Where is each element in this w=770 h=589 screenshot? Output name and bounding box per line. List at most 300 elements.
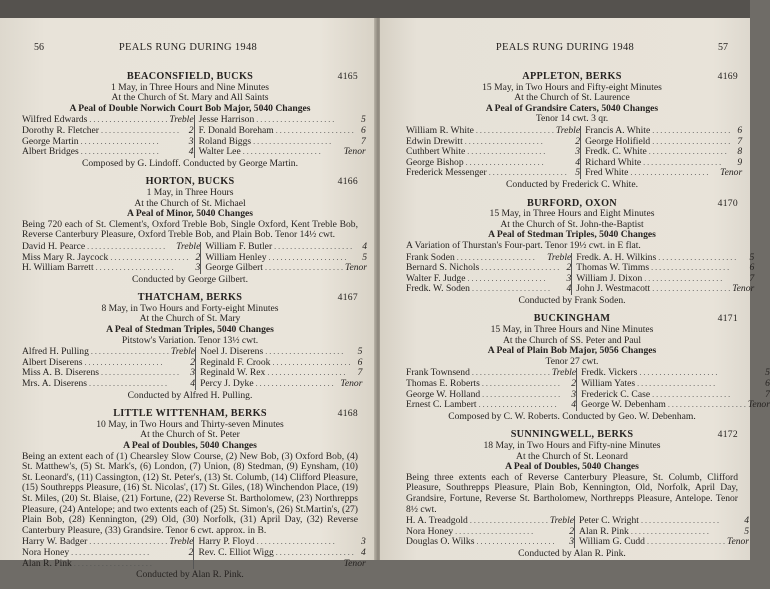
leader-dots: . . . . . . . . . . . . . . . . . . . . [630, 168, 709, 178]
leader-dots: . . . . . . . . . . . . . . . . . . . . [242, 147, 321, 157]
ringer-name: George Bishop [406, 156, 464, 168]
leader-dots: . . . . . . . . . . . . . . . . . . . . [101, 125, 180, 135]
leader-dots: . . . . . . . . . . . . . . . . . . . . [73, 558, 152, 568]
leader-dots: . . . . . . . . . . . . . . . . . . . . [464, 136, 543, 146]
ringer-row [199, 147, 366, 158]
leader-dots: . . . . . . . . . . . . . . . . . . . . [644, 273, 723, 283]
ringer-list [406, 515, 750, 548]
ringer-row [200, 379, 362, 390]
peal-number: 4170 [717, 197, 738, 209]
bell-number: 5 [360, 114, 366, 126]
leader-dots: . . . . . . . . . . . . . . . . . . . . [80, 136, 159, 146]
leader-dots: . . . . . . . . . . . . . . . . . . . . [471, 368, 550, 378]
ringer-name: Harry P. Floyd [198, 536, 255, 548]
leader-dots: . . . . . . . . . . . . . . . . . . . . [84, 357, 163, 367]
ringer-list [22, 346, 363, 390]
peal-entry [406, 429, 750, 559]
leader-dots: . . . . . . . . . . . . . . . . . . . . [465, 157, 544, 167]
ringer-name: Fredk. W. Soden [406, 283, 470, 295]
ringer-name: George W. Holland [406, 388, 481, 400]
ringer-row [22, 126, 194, 137]
ringer-row [22, 379, 195, 390]
leader-dots: . . . . . . . . . . . . . . . . . . . . [639, 368, 718, 378]
bell-number: 3 [190, 367, 196, 379]
leader-dots: . . . . . . . . . . . . . . . . . . . . [476, 537, 555, 547]
peal-number: 4169 [717, 71, 738, 82]
peal-info-line: 1 May, in Three Hours and Nine Minutes [110, 81, 269, 93]
ringer-row [581, 400, 770, 411]
ringer-name: William G. Cudd [579, 536, 645, 548]
ringer-row [406, 537, 574, 548]
peal-place: SUNNINGWELL, BERKS [510, 429, 634, 441]
ringer-name: William J. Dixon [576, 272, 643, 284]
bell-number: Treble [169, 536, 194, 548]
leader-dots: . . . . . . . . . . . . . . . . . . . . [80, 147, 159, 157]
peal-title [22, 72, 358, 83]
leader-dots: . . . . . . . . . . . . . . . . . . . . [467, 273, 546, 283]
ringer-name: Fred White [585, 167, 629, 179]
leader-dots: . . . . . . . . . . . . . . . . . . . . [264, 263, 343, 273]
ringer-name: David H. Pearce [22, 240, 86, 252]
peal-entry [22, 71, 366, 169]
leader-dots: . . . . . . . . . . . . . . . . . . . . [456, 252, 535, 262]
ringer-list [22, 536, 366, 569]
leader-dots: . . . . . . . . . . . . . . . . . . . . [89, 537, 168, 547]
peal-place: BEACONSFIELD, BUCKS [126, 71, 254, 82]
ringer-column [574, 516, 749, 548]
ringer-row [22, 263, 200, 274]
ringer-name: Albert Diserens [22, 356, 83, 368]
bell-number: 4 [744, 515, 750, 527]
bell-number: 4 [566, 283, 572, 295]
peal-title [406, 72, 738, 83]
peal-number: 4166 [337, 176, 358, 188]
leader-dots: . . . . . . . . . . . . . . . . . . . . [256, 115, 335, 125]
ringer-row [205, 263, 367, 274]
peal-method: A Peal of Doubles, 5040 Changes [123, 440, 257, 451]
peal-place: THATCHAM, BERKS [137, 292, 243, 304]
leader-dots: . . . . . . . . . . . . . . . . . . . . [267, 368, 346, 378]
leader-dots: . . . . . . . . . . . . . . . . . . . . [275, 547, 354, 557]
ringer-list [22, 240, 368, 274]
bell-number: 7 [765, 388, 770, 400]
leader-dots: . . . . . . . . . . . . . . . . . . . . [652, 136, 731, 146]
peal-method: A Peal of Doubles, 5040 Changes [505, 461, 639, 473]
ringer-name: George Martin [22, 135, 79, 147]
ringer-name: Dorothy R. Fletcher [22, 124, 100, 136]
peal-place: BUCKINGHAM [533, 313, 611, 325]
peal-info-line: At the Church of St. Laurence [514, 92, 630, 104]
ringer-name: Reginald W. Rex [200, 367, 266, 379]
bell-number: Treble [176, 240, 201, 252]
peal-entry [406, 71, 743, 191]
leader-dots: . . . . . . . . . . . . . . . . . . . . [90, 347, 169, 357]
leader-dots: . . . . . . . . . . . . . . . . . . . . [652, 125, 731, 135]
ringer-name: F. Donald Boreham [198, 124, 274, 136]
page-number: 56 [34, 42, 44, 53]
bell-number: 6 [749, 262, 755, 274]
bell-number: 2 [188, 124, 194, 136]
leader-dots: . . . . . . . . . . . . . . . . . . . . [648, 147, 727, 157]
leader-dots: . . . . . . . . . . . . . . . . . . . . [272, 357, 351, 367]
bell-number: 5 [749, 251, 755, 263]
bell-number: 8 [737, 146, 743, 158]
bell-number: Tenor [747, 399, 770, 411]
peal-info-line: 8 May, in Two Hours and Forty-eight Minutes [101, 302, 279, 314]
ringer-name: William R. White [406, 124, 474, 136]
leader-dots: . . . . . . . . . . . . . . . . . . . . [89, 379, 168, 389]
ringer-column [571, 253, 754, 295]
leader-dots: . . . . . . . . . . . . . . . . . . . . [646, 537, 725, 547]
ringer-name: George W. Debenham [581, 399, 666, 411]
ringer-name: Thomas E. Roberts [406, 378, 480, 390]
background-top [0, 0, 750, 18]
ringer-name: Bernard S. Nichols [406, 262, 480, 274]
ringer-name: Frank Townsend [406, 367, 470, 379]
peal-info-line: 15 May, in Three Hours and Nine Minutes [490, 324, 654, 336]
bell-number: 6 [360, 124, 366, 136]
leader-dots: . . . . . . . . . . . . . . . . . . . . [467, 147, 546, 157]
left-page [0, 18, 376, 581]
bell-number [183, 559, 193, 570]
bell-number: 5 [744, 525, 750, 537]
ringer-row [22, 548, 193, 559]
ringer-row [22, 242, 200, 253]
ringer-row [22, 559, 193, 570]
ringer-row [198, 559, 365, 570]
ringer-name: Reginald F. Crook [200, 356, 271, 368]
ringer-name: Harry W. Badger [22, 536, 88, 548]
ringer-name: Frank Soden [406, 251, 455, 263]
ringer-row [585, 168, 742, 179]
ringer-column [22, 242, 200, 274]
bell-number: 7 [360, 135, 366, 147]
bell-number: Tenor [343, 146, 366, 158]
leader-dots: . . . . . . . . . . . . . . . . . . . . [637, 379, 716, 389]
conductor-line: Conducted by Frederick C. White. [506, 178, 638, 190]
ringer-row [576, 284, 754, 295]
peal-title [22, 293, 358, 304]
peal-info-line: 1 May, in Three Hours [146, 186, 234, 198]
ringer-column [194, 115, 366, 157]
ringer-row [585, 126, 742, 137]
ringer-name: Rev. C. Elliot Wigg [198, 546, 274, 558]
ringer-column [406, 126, 580, 179]
ringer-name: Noel J. Diserens [200, 346, 264, 358]
leader-dots: . . . . . . . . . . . . . . . . . . . . [652, 284, 731, 294]
bell-number: 4 [571, 399, 577, 411]
ringer-list [22, 114, 366, 158]
peal-place: HORTON, BUCKS [145, 176, 235, 188]
peal-info-line: At the Church of St. Leonard [516, 450, 628, 462]
ringer-name: Mrs. A. Diserens [22, 378, 88, 390]
peal-number: 4167 [337, 292, 358, 304]
bell-number: 5 [357, 346, 363, 358]
ringer-column [22, 115, 194, 157]
peal-title [406, 430, 738, 441]
peal-number: 4165 [337, 71, 358, 82]
leader-dots: . . . . . . . . . . . . . . . . . . . . [71, 547, 150, 557]
leader-dots: . . . . . . . . . . . . . . . . . . . . [481, 263, 560, 273]
ringer-column [580, 126, 742, 179]
ringer-name: Douglas O. Wilks [406, 536, 475, 548]
leader-dots: . . . . . . . . . . . . . . . . . . . . [101, 368, 180, 378]
peal-entry [22, 176, 368, 285]
ringer-name: Alfred H. Pulling [22, 346, 89, 358]
ringer-name: Miss Mary R. Jaycock [22, 251, 109, 263]
bell-number: 2 [188, 546, 194, 558]
peal-info-line: At the Church of St. Michael [134, 197, 246, 209]
ringer-column [22, 537, 193, 569]
peal-details: Pitstow's Variation. Tenor 13½ cwt. [121, 334, 259, 346]
conductor-line: Conducted by George Gilbert. [132, 273, 248, 285]
ringer-column [406, 368, 576, 410]
ringer-name: Albert Bridges [22, 146, 79, 158]
bell-number: 2 [190, 356, 196, 368]
leader-dots: . . . . . . . . . . . . . . . . . . . . [658, 252, 737, 262]
peal-entry [22, 292, 363, 401]
right-page [380, 18, 770, 560]
bell-number: 4 [362, 240, 368, 252]
leader-dots: . . . . . . . . . . . . . . . . . . . . [652, 389, 731, 399]
leader-dots: . . . . . . . . . . . . . . . . . . . . [481, 379, 560, 389]
ringer-name: Nora Honey [22, 546, 70, 558]
peal-place: LITTLE WITTENHAM, BERKS [113, 408, 267, 420]
bell-number: 7 [357, 367, 363, 379]
leader-dots: . . . . . . . . . . . . . . . . . . . . [651, 263, 730, 273]
ringer-column [200, 242, 367, 274]
ringer-name: George Gilbert [205, 262, 263, 274]
bell-number: Tenor [720, 167, 743, 179]
bell-number: 2 [566, 262, 572, 274]
peal-column [22, 71, 368, 589]
ringer-name: Percy J. Dyke [200, 378, 254, 390]
ringer-name: Fredk. Vickers [581, 367, 638, 379]
peal-method: A Peal of Plain Bob Major, 5056 Changes [487, 345, 657, 357]
bell-number: Tenor [340, 378, 363, 390]
peal-title [406, 199, 738, 210]
leader-dots: . . . . . . . . . . . . . . . . . . . . [475, 125, 554, 135]
leader-dots: . . . . . . . . . . . . . . . . . . . . [275, 125, 354, 135]
bell-number: 7 [749, 272, 755, 284]
bell-number: Treble [547, 251, 572, 263]
bell-number: Treble [551, 367, 577, 379]
bell-number: Treble [169, 114, 194, 126]
page-number: 57 [718, 42, 728, 53]
peal-details: Tenor 14 cwt. 3 qr. [535, 113, 609, 125]
leader-dots: . . . . . . . . . . . . . . . . . . . . [265, 347, 344, 357]
peal-method: A Peal of Minor, 5040 Changes [127, 208, 253, 220]
peal-method: A Peal of Double Norwich Court Bob Major, 5040 Changes [69, 102, 311, 114]
ringer-row [579, 537, 749, 548]
conductor-line: Composed by C. W. Roberts. Conducted by Geo. W. Debenham. [448, 410, 696, 422]
ringer-name: William F. Butler [205, 240, 273, 252]
ringer-row [406, 126, 580, 137]
peal-entry [406, 313, 770, 422]
peal-title [22, 177, 358, 188]
ringer-name: Thomas W. Timms [576, 262, 650, 274]
ringer-name: Fredk. A. H. Wilkins [576, 251, 657, 263]
bell-number: 6 [765, 378, 770, 390]
bell-number: 4 [575, 156, 581, 168]
leader-dots: . . . . . . . . . . . . . . . . . . . . [89, 115, 168, 125]
leader-dots: . . . . . . . . . . . . . . . . . . . . [87, 241, 166, 251]
leader-dots: . . . . . . . . . . . . . . . . . . . . [482, 389, 561, 399]
leader-dots: . . . . . . . . . . . . . . . . . . . . [274, 241, 353, 251]
ringer-row [406, 284, 571, 295]
ringer-column [406, 516, 574, 548]
bell-number: 5 [362, 251, 368, 263]
ringer-list [406, 367, 770, 411]
bell-number: 3 [569, 536, 575, 548]
bell-number: 4 [188, 146, 194, 158]
ringer-row [406, 168, 580, 179]
ringer-list [406, 251, 755, 295]
peal-entry [22, 408, 366, 581]
ringer-row [198, 548, 365, 559]
ringer-name: William Henley [205, 251, 267, 263]
peal-info-line: At the Church of SS. Peter and Paul [502, 334, 642, 346]
running-header: PEALS RUNG DURING 1948 [495, 42, 635, 53]
ringer-name: Fredk. C. White [585, 146, 647, 158]
bell-number: 9 [737, 156, 743, 168]
conductor-line: Composed by G. Lindoff. Conducted by George Martin. [81, 157, 298, 169]
conductor-line: Conducted by Alan R. Pink. [518, 547, 626, 559]
bell-number: Tenor [344, 262, 368, 274]
ringer-column [22, 347, 195, 389]
ringer-name: Wilfred Edwards [22, 114, 88, 126]
leader-dots: . . . . . . . . . . . . . . . . . . . . [256, 537, 335, 547]
ringer-name: William Yates [581, 378, 636, 390]
peal-details: Tenor 27 cwt. [545, 355, 599, 367]
leader-dots: . . . . . . . . . . . . . . . . . . . . [667, 400, 746, 410]
bell-number: 2 [575, 135, 581, 147]
peal-info-line: 15 May, in Three Hours and Eight Minutes [489, 208, 655, 220]
ringer-name: Nora Honey [406, 525, 454, 537]
bell-number: Treble [170, 346, 196, 358]
bell-number: 6 [357, 356, 363, 368]
peal-details: Being an extent each of (1) Chearsley Slow Course, (2) New Bob, (3) Oxford Bob, (4) St. Matthew's, (5) St. Mark's, (6) London, (7) Union, (8) Stedman, (9) Eynsham, (10) St. Leonard's, (11) Cassington, (12) St. Peter's, (13) St. Columb, (14) Clifford Pleasure, (15) Southrepps Pleasure, (16) St. Nicolas', (17) St. Giles, (18) Winchendon Place, (19) St. Miles, (20) St. Blaise, (21) Fortune, (22) Reverse St. Bartholomew, (23) Northrepps Pleasure, (24) Antelope; and two extents each of (25) St. Simon's, (26) St.Martin's, (27) Plain Bob, (28) Kennington, (29) Old, (30) Norfolk, (31) April Day, (32) Reverse Canterbury Pleasure, (33) Grandsire. Tenor 6 cwt. approx. in B. [22, 450, 358, 536]
peal-place: BURFORD, OXON [527, 197, 617, 209]
leader-dots: . . . . . . . . . . . . . . . . . . . . [253, 136, 332, 146]
ringer-name: Ernest C. Lambert [406, 399, 477, 411]
bell-number: 5 [765, 367, 770, 379]
bell-number: 3 [566, 272, 572, 284]
bell-number: Tenor [343, 557, 366, 569]
peal-info-line: At the Church of St. John-the-Baptist [500, 218, 644, 230]
bell-number: Treble [555, 124, 581, 136]
ringer-name: Miss A. B. Diserens [22, 367, 100, 379]
peal-info-line: 15 May, in Two Hours and Fifty-eight Minutes [482, 81, 662, 93]
ringer-name: Roland Biggs [198, 135, 252, 147]
peal-info-line: 18 May, in Two Hours and Fifty-nine Minutes [483, 440, 661, 451]
leader-dots: . . . . . . . . . . . . . . . . . . . . [471, 284, 550, 294]
bell-number: 7 [737, 135, 743, 147]
bell-number: Tenor [732, 283, 755, 295]
ringer-name: Walter Lee [198, 146, 241, 158]
ringer-row [205, 242, 367, 253]
peal-method: A Peal of Grandsire Caters, 5040 Changes [485, 102, 659, 114]
peal-info-line: At the Church of St. Mary [139, 313, 241, 325]
ringer-row [406, 400, 576, 411]
ringer-name: H. William Barrett [22, 262, 94, 274]
conductor-line: Conducted by Frank Soden. [518, 294, 626, 306]
leader-dots: . . . . . . . . . . . . . . . . . . . . [630, 526, 709, 536]
bell-number: 4 [360, 546, 366, 558]
bell-number: 4 [190, 378, 196, 390]
leader-dots: . . . . . . . . . . . . . . . . . . . . [640, 516, 719, 526]
ringer-row [22, 147, 194, 158]
leader-dots: . . . . . . . . . . . . . . . . . . . . [643, 157, 722, 167]
bell-number: 3 [195, 262, 201, 274]
ringer-row [199, 126, 366, 137]
peal-entry [406, 197, 755, 307]
peal-column [406, 71, 770, 568]
ringer-column [195, 347, 362, 389]
peal-title [406, 314, 738, 325]
ringer-name: H. A. Treadgold [406, 515, 468, 527]
peal-details: A Variation of Thurstan's Four-part. Tenor 19½ cwt. in E flat. [406, 239, 641, 251]
ringer-name: Cuthbert White [406, 146, 466, 158]
ringer-name: Peter C. Wright [579, 515, 639, 527]
bell-number: 2 [571, 378, 577, 390]
ringer-name: Alan R. Pink [579, 525, 629, 537]
bell-number: 5 [575, 167, 581, 179]
peal-method: A Peal of Stedman Triples, 5040 Changes [106, 324, 274, 336]
running-header: PEALS RUNG DURING 1948 [118, 42, 258, 53]
leader-dots [198, 559, 343, 570]
peal-number: 4168 [337, 408, 358, 420]
leader-dots: . . . . . . . . . . . . . . . . . . . . [95, 263, 174, 273]
ringer-column [576, 368, 770, 410]
ringer-name: Frederick C. Case [581, 388, 651, 400]
conductor-line: Conducted by Alfred H. Pulling. [127, 389, 253, 401]
bell-number: 3 [188, 135, 194, 147]
peal-details: Being 720 each of St. Clement's, Oxford Treble Bob, Single Oxford, Kent Treble Bob, Reverse Canterbury Pleasure, Oxford Treble Bob, and Plain Bob. Tenor 14½ cwt. [22, 218, 358, 241]
ringer-name: Frederick Messenger [406, 167, 487, 179]
ringer-name: Edwin Drewitt [406, 135, 463, 147]
bell-number: 3 [360, 536, 366, 548]
bell-number: Treble [549, 515, 575, 527]
peal-info-line: At the Church of St. Peter [140, 429, 240, 441]
peal-place: APPLETON, BERKS [522, 71, 622, 82]
bell-number: Tenor [726, 536, 750, 548]
ringer-column [406, 253, 571, 295]
leader-dots: . . . . . . . . . . . . . . . . . . . . [455, 526, 534, 536]
leader-dots: . . . . . . . . . . . . . . . . . . . . [110, 252, 189, 262]
leader-dots: . . . . . . . . . . . . . . . . . . . . [469, 516, 548, 526]
leader-dots: . . . . . . . . . . . . . . . . . . . . [255, 379, 334, 389]
ringer-name: Walter F. Judge [406, 272, 466, 284]
peal-info-line: At the Church of St. Mary and All Saints [111, 92, 269, 104]
bell-number: 2 [195, 251, 201, 263]
leader-dots: . . . . . . . . . . . . . . . . . . . . [268, 252, 347, 262]
bell-number: 3 [575, 146, 581, 158]
peal-method: A Peal of Stedman Triples, 5040 Changes [488, 229, 656, 241]
ringer-name: George Holifield [585, 135, 651, 147]
bell-number: 6 [737, 124, 743, 136]
ringer-list [406, 124, 743, 179]
bell-number: 2 [569, 525, 575, 537]
ringer-column [193, 537, 365, 569]
peal-title [22, 409, 358, 420]
leader-dots: . . . . . . . . . . . . . . . . . . . . [488, 168, 567, 178]
peal-number: 4171 [717, 313, 738, 325]
ringer-name: Francis A. White [585, 124, 651, 136]
peal-details: Being three extents each of Reverse Canterbury Pleasure, St. Columb, Clifford Pleasure, Southrepps Pleasure, Plain Bob, Kennington, Old, Norfolk, April Day, Grandsire, Fortune, Reverse St. Bartholomew, Northrepps Pleasure, Antelope. Tenor 8½ cwt. [406, 471, 738, 515]
ringer-name: Jesse Harrison [198, 114, 255, 126]
leader-dots: . . . . . . . . . . . . . . . . . . . . [478, 400, 557, 410]
